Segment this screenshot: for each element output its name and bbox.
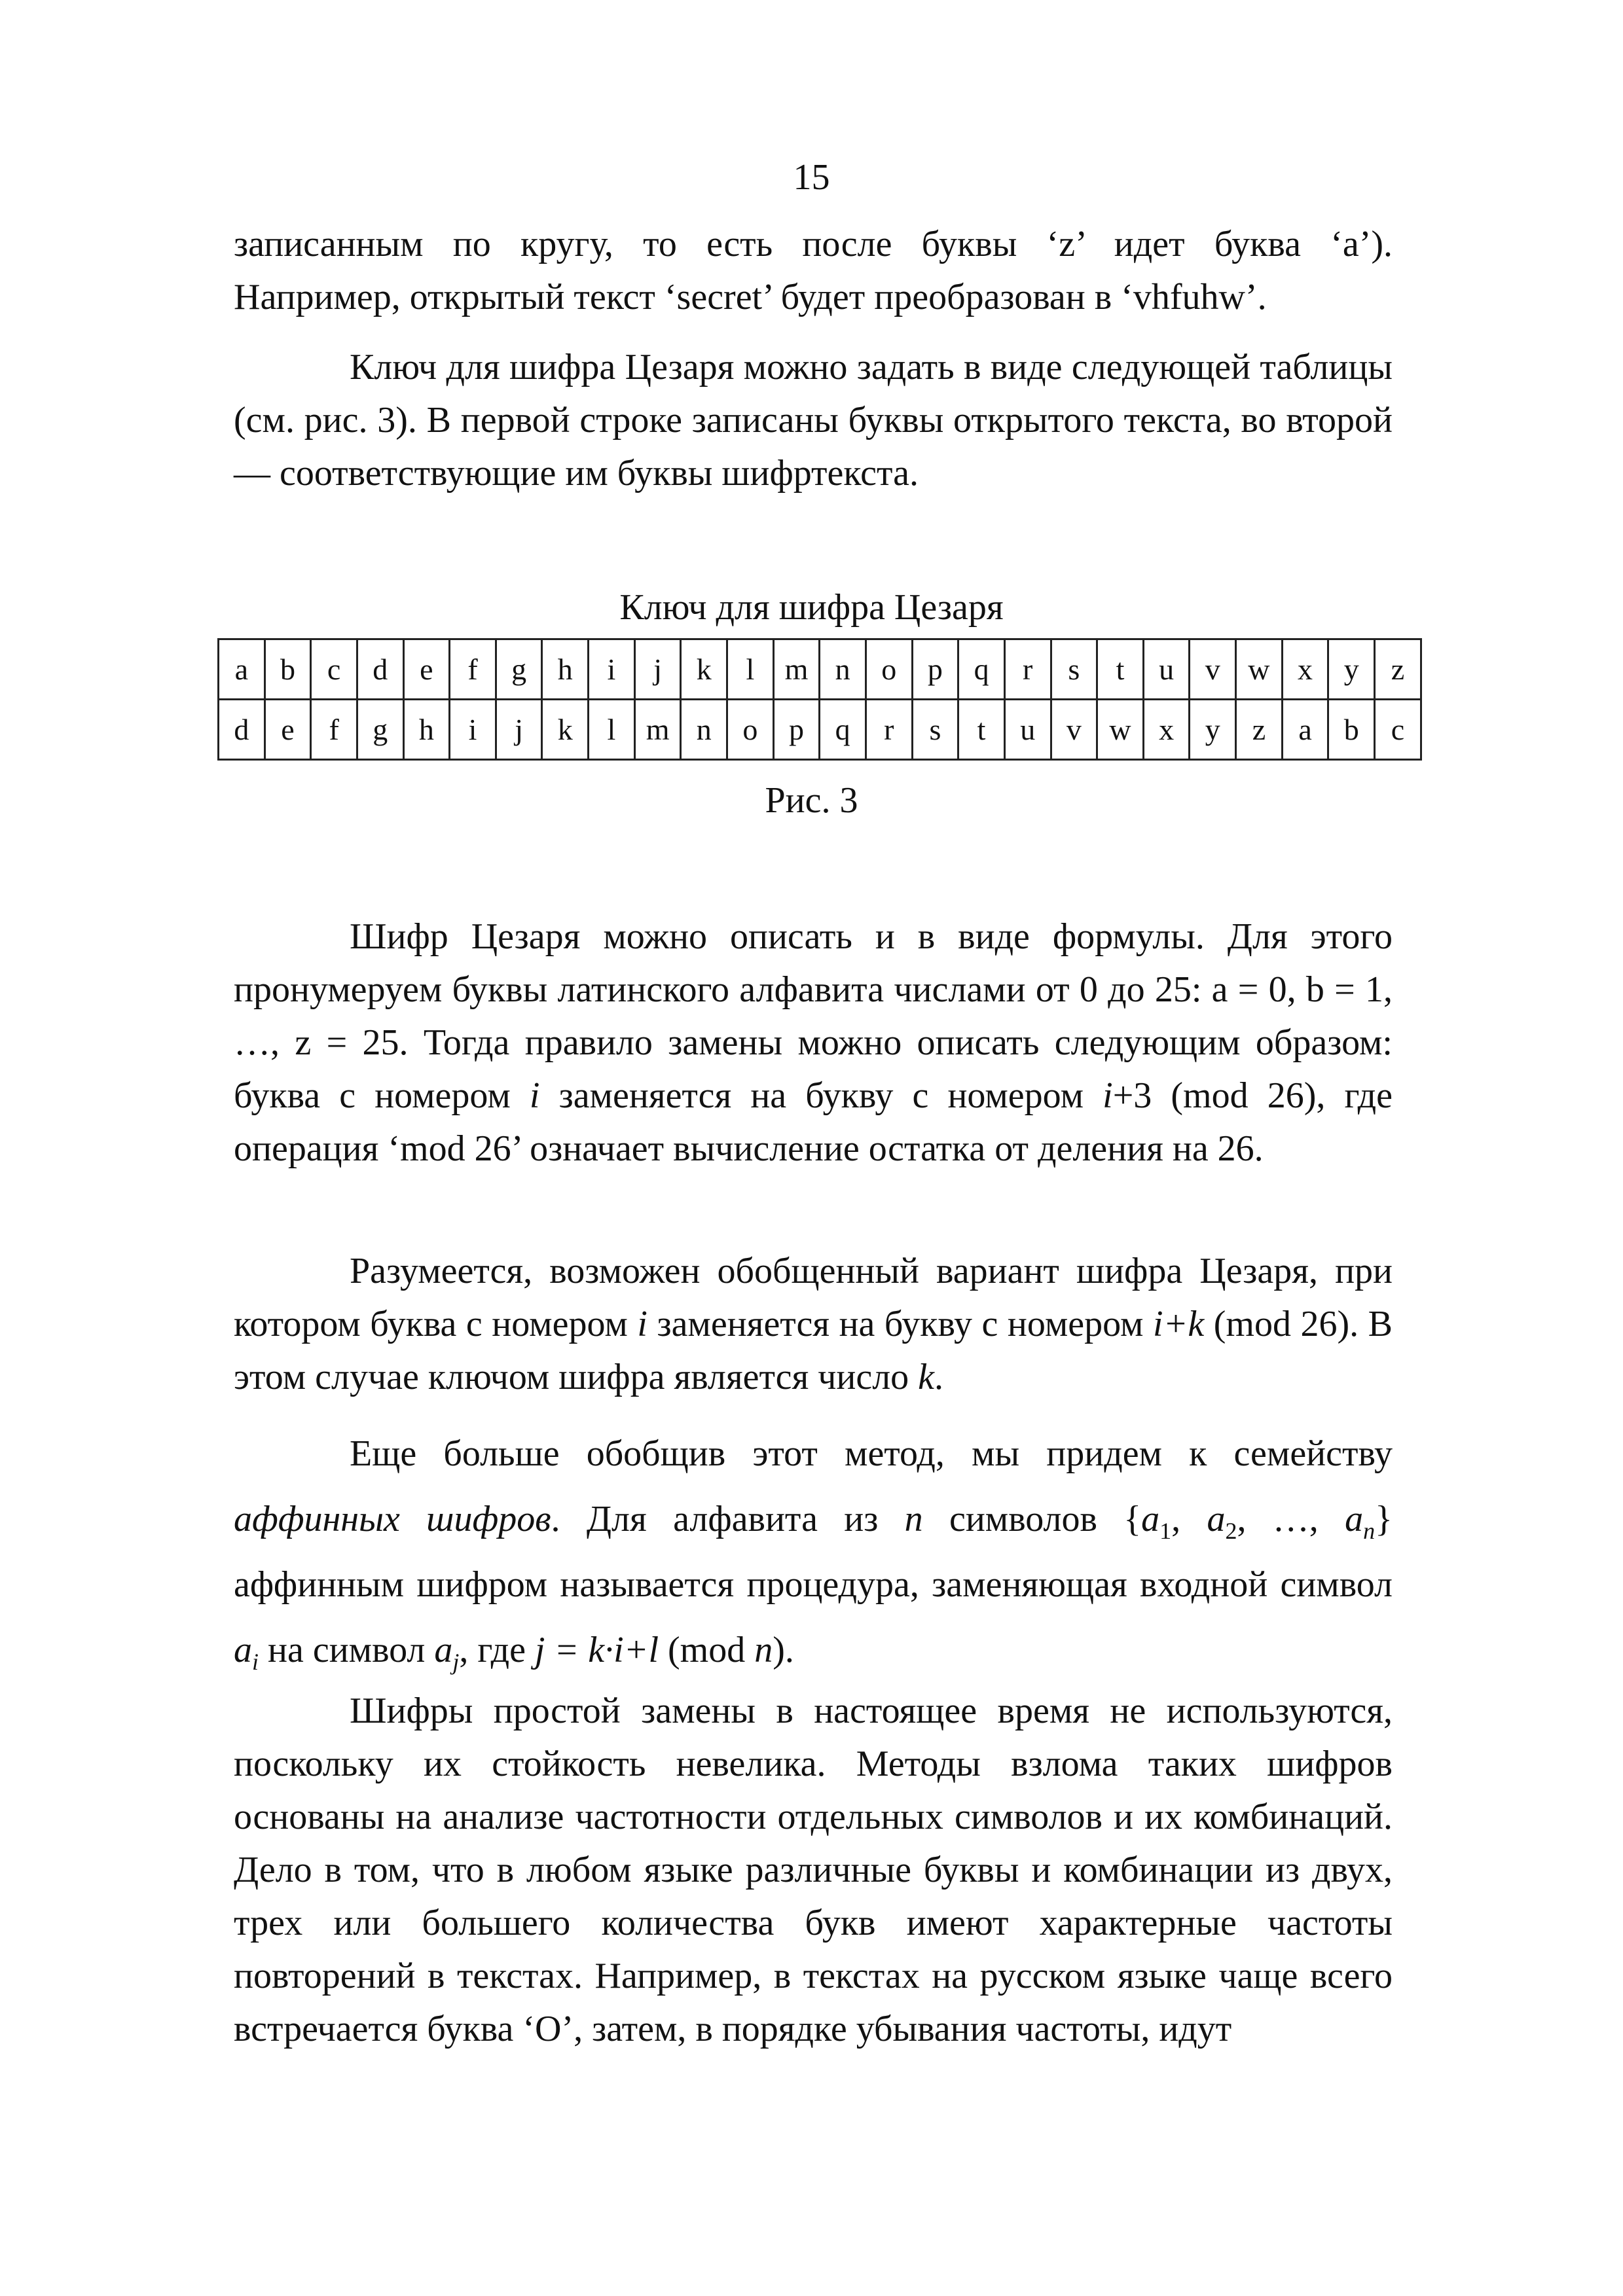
plaintext-cell: p [912, 639, 958, 700]
ciphertext-cell: h [403, 700, 450, 760]
plaintext-cell: f [450, 639, 496, 700]
plaintext-cell: d [357, 639, 403, 700]
ciphertext-cell: j [496, 700, 542, 760]
plaintext-cell: k [681, 639, 727, 700]
plaintext-cell: i [589, 639, 635, 700]
paragraph-affine [234, 1421, 1393, 1683]
ciphertext-cell: w [1097, 700, 1144, 760]
ciphertext-cell: y [1190, 700, 1236, 760]
plaintext-cell: y [1328, 639, 1375, 700]
paragraph-text: Шифр Цезаря можно описать и в виде формулы. Для этого пронумеруем буквы латинского алфавита числами от 0 до 25: a = 0, b = 1, …, z = 25. Тогда правило замены можно описать следующим образом: буква с номером i заменяется на букву с номером i+3 (mod 26), где операция ‘mod 26’ означает вычисление остатка от деления на 26. [234, 916, 1393, 1169]
ciphertext-cell: r [866, 700, 912, 760]
ciphertext-cell: t [958, 700, 1005, 760]
paragraph-frequency-analysis [234, 1685, 1393, 2056]
plaintext-cell: h [542, 639, 589, 700]
plaintext-cell: e [403, 639, 450, 700]
ciphertext-cell: i [450, 700, 496, 760]
plaintext-cell: a [219, 639, 265, 700]
plaintext-cell: t [1097, 639, 1144, 700]
ciphertext-cell: v [1051, 700, 1097, 760]
paragraph-text: Еще больше обобщив этот метод, мы придем к семейству аффинных шифров. Для алфавита из n символов {$a_1$, $a_2$, …, $a_n$} аффинным шифром называется процедура, заменяющая входной символ $a_i$ на символ $a_j$, где j = k·i+l (mod n). [234, 1433, 1393, 1676]
plaintext-cell: r [1004, 639, 1051, 700]
ciphertext-cell: d [219, 700, 265, 760]
ciphertext-cell: s [912, 700, 958, 760]
plaintext-cell: x [1282, 639, 1328, 700]
plaintext-cell: c [311, 639, 357, 700]
plaintext-cell: s [1051, 639, 1097, 700]
plaintext-cell: m [773, 639, 820, 700]
paragraph-text: Разумеется, возможен обобщенный вариант шифра Цезаря, при котором буква с номером i заменяется на букву с номером i+k (mod 26). В этом случае ключом шифра является число k. [234, 1251, 1393, 1397]
paragraph-formula [234, 910, 1393, 1175]
page-number: 15 [793, 157, 830, 198]
ciphertext-cell: n [681, 700, 727, 760]
plaintext-cell: v [1190, 639, 1236, 700]
plaintext-cell: q [958, 639, 1005, 700]
ciphertext-cell: z [1236, 700, 1283, 760]
paragraph-continuation [234, 218, 1393, 324]
term-affine-ciphers: аффинных шифров [234, 1499, 551, 1539]
plaintext-cell: z [1375, 639, 1421, 700]
paragraph-generalized [234, 1245, 1393, 1404]
ciphertext-cell: a [1282, 700, 1328, 760]
ciphertext-cell: m [634, 700, 681, 760]
ciphertext-row [219, 700, 1421, 760]
ciphertext-cell: k [542, 700, 589, 760]
ciphertext-cell: f [311, 700, 357, 760]
paragraph-line: записанным по кругу, то есть после буквы ‘z’ идет буква ‘a’). [234, 224, 1393, 264]
plaintext-cell: j [634, 639, 681, 700]
figure-title: Ключ для шифра Цезаря [619, 587, 1004, 628]
plaintext-cell: o [866, 639, 912, 700]
ciphertext-cell: p [773, 700, 820, 760]
ciphertext-cell: b [1328, 700, 1375, 760]
plaintext-row [219, 639, 1421, 700]
paragraph-key-description [234, 341, 1393, 500]
affine-formula: j = k·i+l [534, 1630, 659, 1670]
ciphertext-cell: c [1375, 700, 1421, 760]
paragraph-text: Шифры простой замены в настоящее время не используются, поскольку их стойкость невелика. Методы взлома таких шифров основаны на анализе частотности отдельных символов и их комбинаций. Дело в том, что в любом языке различные буквы и комбинации из двух, трех или большего количества букв имеют характерные частоты повторений в текстах. Например, в текстах на русском языке чаще всего встречается буква ‘О’, затем, в порядке убывания частоты, идут [234, 1691, 1393, 2049]
ciphertext-cell: g [357, 700, 403, 760]
ciphertext-cell: q [820, 700, 866, 760]
plaintext-cell: l [727, 639, 774, 700]
plaintext-cell: n [820, 639, 866, 700]
ciphertext-cell: e [264, 700, 311, 760]
plaintext-cell: u [1143, 639, 1190, 700]
ciphertext-cell: l [589, 700, 635, 760]
plaintext-cell: g [496, 639, 542, 700]
plaintext-cell: w [1236, 639, 1283, 700]
paragraph-text: Ключ для шифра Цезаря можно задать в виде следующей таблицы (см. рис. 3). В первой строке записаны буквы открытого текста, во второй — соответствующие им буквы шифртекста. [234, 347, 1393, 493]
ciphertext-cell: u [1004, 700, 1051, 760]
ciphertext-cell: o [727, 700, 774, 760]
paragraph-line: Например, открытый текст ‘secret’ будет преобразован в ‘vhfuhw’. [234, 277, 1267, 317]
figure-caption: Рис. 3 [765, 780, 858, 821]
plaintext-cell: b [264, 639, 311, 700]
caesar-key-table [217, 638, 1422, 761]
ciphertext-cell: x [1143, 700, 1190, 760]
